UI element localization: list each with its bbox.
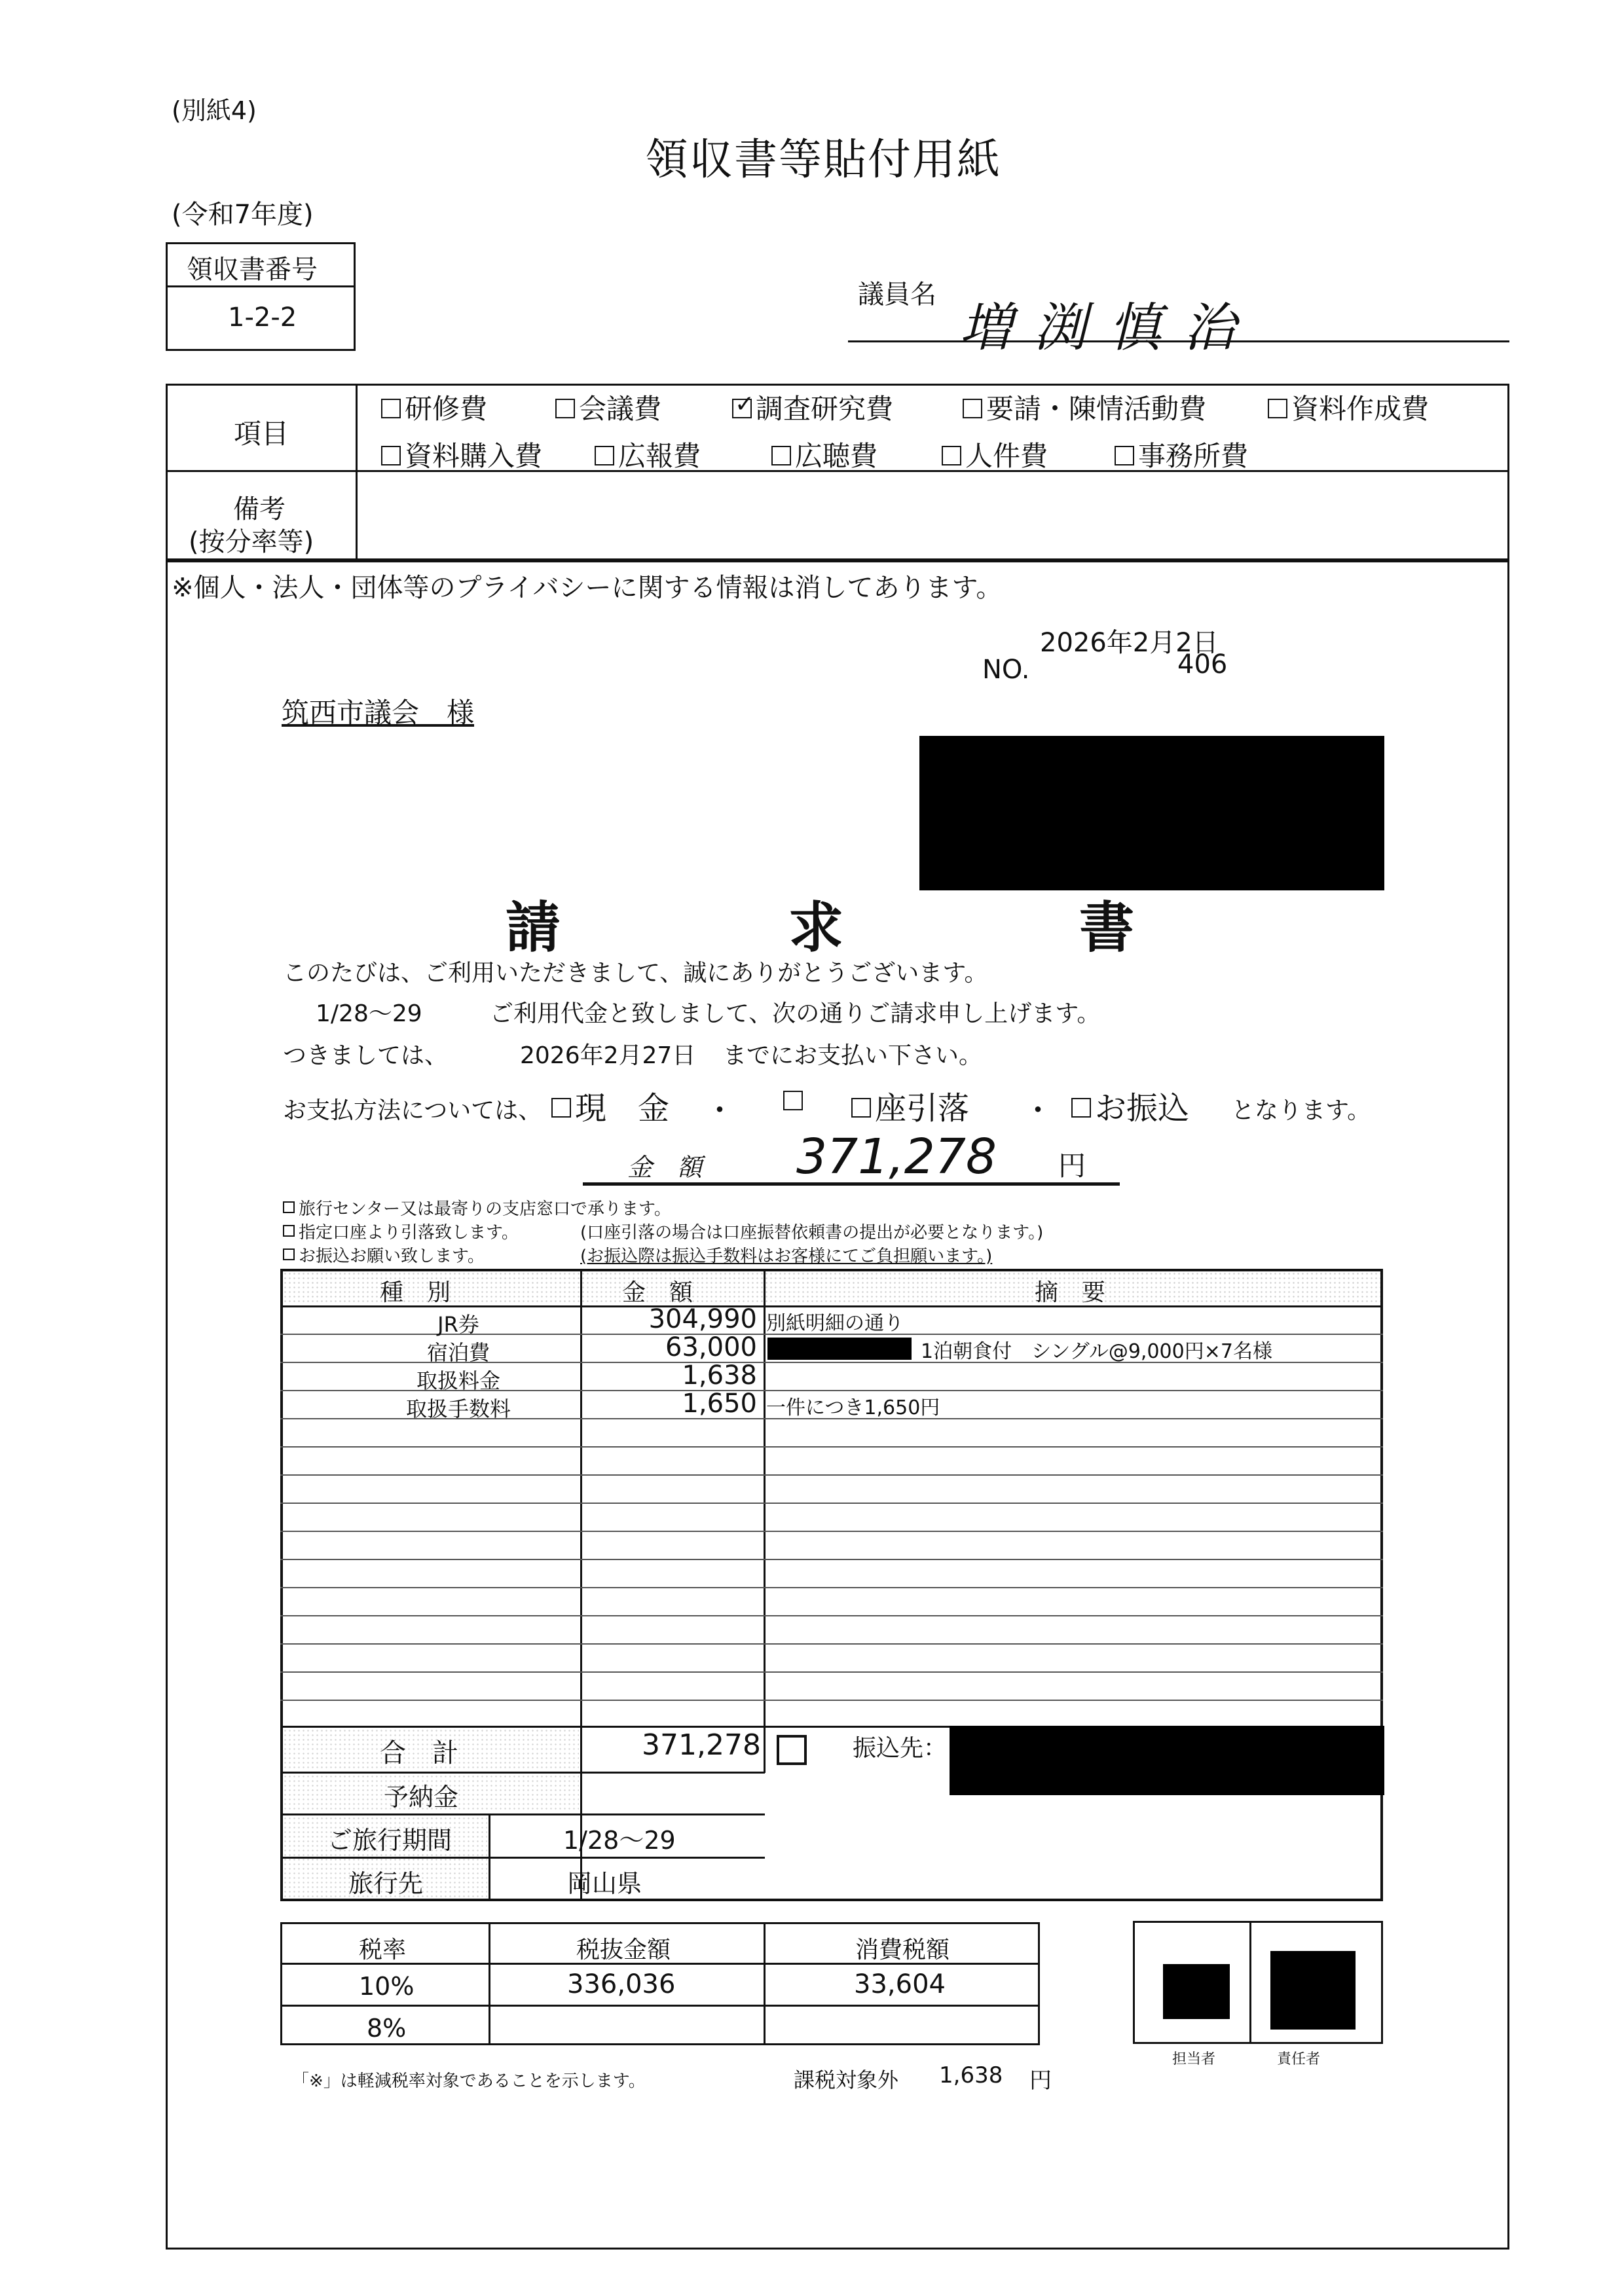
category-research-training[interactable]: 研修費 xyxy=(381,388,487,427)
row-amount: 304,990 xyxy=(648,1304,757,1334)
payment-transfer-option[interactable]: お振込 xyxy=(1071,1083,1189,1128)
travel-period: 1/28～29 xyxy=(563,1826,676,1855)
receipt-number: 1-2-2 xyxy=(228,302,297,333)
checkbox-icon[interactable] xyxy=(771,446,791,465)
remarks-label: 備考 xyxy=(233,494,286,524)
amount-label: 金 額 xyxy=(627,1153,703,1182)
checkbox-icon[interactable] xyxy=(963,399,982,418)
note-travel-center: 旅行センター又は最寄りの支店窓口で承ります。 xyxy=(283,1195,671,1220)
non-taxable-yen: 円 xyxy=(1029,2068,1052,2094)
redacted-hotel-name xyxy=(767,1338,912,1360)
row-type: 取扱手数料 xyxy=(405,1396,511,1421)
checkbox-icon[interactable] xyxy=(381,399,401,418)
checked-checkbox-icon[interactable] xyxy=(732,399,752,418)
payment-blank-option[interactable] xyxy=(783,1083,807,1120)
checkbox-icon[interactable] xyxy=(283,1201,295,1213)
row-type: 宿泊費 xyxy=(426,1340,490,1365)
form-title: 領収書等貼付用紙 xyxy=(645,134,1001,185)
checkbox-icon[interactable] xyxy=(595,446,614,465)
category-public-hearing[interactable]: 広聴費 xyxy=(771,435,877,474)
billing-line: ご利用代金と致しまして、次の通りご請求申し上げます。 xyxy=(490,1000,1101,1027)
total-amount: 371,278 xyxy=(642,1728,761,1762)
payment-debit-option[interactable]: 座引落 xyxy=(851,1083,969,1128)
checkbox-icon[interactable] xyxy=(942,446,961,465)
row-amount: 63,000 xyxy=(665,1332,757,1362)
payment-separator: ・ xyxy=(1023,1093,1053,1128)
staff-label: 担当者 xyxy=(1172,2051,1216,2068)
receipt-number-label: 領収書番号 xyxy=(187,255,318,285)
checkbox-icon[interactable] xyxy=(551,1098,571,1118)
category-petition[interactable]: 要請・陳情活動費 xyxy=(963,388,1206,427)
note-debit-extra: (口座引落の場合は口座振替依頼書の提出が必要となります。) xyxy=(580,1223,1044,1243)
checkbox-icon[interactable] xyxy=(381,446,401,465)
invoice-date: 2026年2月2日 xyxy=(1040,628,1219,658)
checkbox-icon[interactable] xyxy=(1268,399,1287,418)
row-description: 1泊朝食付 シングル@9,000円×7名様 xyxy=(921,1340,1272,1363)
destination-label: 旅行先 xyxy=(348,1869,424,1898)
tax-amount-header: 消費税額 xyxy=(855,1937,950,1963)
checkbox-icon[interactable] xyxy=(283,1225,295,1237)
invoice-no-label: NO. xyxy=(982,655,1030,685)
payment-suffix: となります。 xyxy=(1231,1097,1371,1124)
row-description: 別紙明細の通り xyxy=(766,1312,904,1335)
attachment-label: (別紙4) xyxy=(172,96,257,125)
row-amount: 1,650 xyxy=(682,1389,757,1419)
category-document-creation[interactable]: 資料作成費 xyxy=(1268,388,1429,427)
transfer-label: 振込先： xyxy=(853,1735,948,1762)
note-transfer-extra: (お振込際は振込手数料はお客様にてご負担願います。) xyxy=(580,1247,993,1266)
tax-amount: 33,604 xyxy=(854,1969,946,1999)
reduced-rate-note: 「※」は軽減税率対象であることを示します。 xyxy=(292,2071,646,2091)
tax-net-amount: 336,036 xyxy=(567,1969,676,1999)
non-taxable-label: 課税対象外 xyxy=(794,2068,899,2092)
note-transfer: お振込お願い致します。 xyxy=(283,1243,485,1267)
due-date: 2026年2月27日 xyxy=(520,1042,696,1069)
category-meeting[interactable]: 会議費 xyxy=(555,388,661,427)
invoice-addressee: 筑西市議会 様 xyxy=(282,697,475,729)
member-name-signature: 増渕慎治 xyxy=(959,297,1258,358)
member-name-label: 議員名 xyxy=(858,280,936,310)
due-suffix: までにお支払い下さい。 xyxy=(723,1042,983,1069)
item-label: 項目 xyxy=(234,418,289,450)
payment-cash-option[interactable]: 現 金 xyxy=(551,1083,669,1128)
tax-net-header: 税抜金額 xyxy=(576,1937,671,1963)
invoice-title-char-2: 求 xyxy=(788,896,844,960)
header-description: 摘 要 xyxy=(1035,1279,1106,1306)
checkbox-icon[interactable] xyxy=(851,1098,871,1118)
usage-period: 1/28～29 xyxy=(316,1000,422,1027)
destination: 岡山県 xyxy=(567,1869,642,1898)
row-type: JR券 xyxy=(437,1312,479,1337)
payment-method-prefix: お支払方法については、 xyxy=(283,1097,542,1124)
invoice-amount: 371,278 xyxy=(796,1129,997,1185)
redacted-manager-seal xyxy=(1270,1951,1356,2030)
manager-label: 責任者 xyxy=(1277,2051,1321,2068)
payment-separator: ・ xyxy=(705,1093,735,1128)
transfer-checkbox-icon[interactable] xyxy=(777,1735,807,1765)
travel-period-label: ご旅行期間 xyxy=(327,1826,452,1855)
privacy-note: ※個人・法人・団体等のプライバシーに関する情報は消してあります。 xyxy=(172,573,1003,603)
deposit-label: 予納金 xyxy=(384,1783,459,1812)
invoice-title-char-1: 請 xyxy=(506,896,561,960)
due-prefix: つきましては、 xyxy=(283,1042,449,1069)
tax-rate: 8% xyxy=(367,2014,407,2043)
checkbox-icon[interactable] xyxy=(283,1248,295,1260)
category-document-purchase[interactable]: 資料購入費 xyxy=(381,435,542,474)
redacted-bank-account xyxy=(950,1726,1384,1795)
category-public-relations[interactable]: 広報費 xyxy=(595,435,701,474)
category-personnel[interactable]: 人件費 xyxy=(942,435,1048,474)
row-description: 一件につき1,650円 xyxy=(766,1396,940,1419)
row-type: 取扱料金 xyxy=(416,1368,500,1393)
invoice-title-char-3: 書 xyxy=(1079,896,1135,960)
category-research-survey[interactable]: ✓ 調査研究費 xyxy=(732,388,893,427)
tax-rate-header: 税率 xyxy=(359,1937,407,1963)
redacted-issuer-block xyxy=(919,736,1384,890)
tax-rate: 10% xyxy=(359,1972,415,2001)
header-amount: 金 額 xyxy=(622,1279,693,1306)
checkbox-icon[interactable] xyxy=(1115,446,1134,465)
header-type: 種 別 xyxy=(380,1279,451,1306)
amount-yen: 円 xyxy=(1058,1150,1086,1182)
non-taxable-amount: 1,638 xyxy=(939,2062,1003,2088)
checkbox-icon[interactable] xyxy=(555,399,575,418)
checkbox-icon[interactable] xyxy=(1071,1098,1091,1118)
note-debit: 指定口座より引落致します。 xyxy=(283,1219,519,1243)
remarks-label-sub: (按分率等) xyxy=(189,527,314,557)
fiscal-year: (令和7年度) xyxy=(172,200,314,230)
redacted-staff-seal xyxy=(1163,1964,1230,2019)
total-label: 合 計 xyxy=(380,1738,458,1768)
row-amount: 1,638 xyxy=(682,1360,757,1391)
checkbox-icon[interactable] xyxy=(783,1091,803,1110)
greeting-line: このたびは、ご利用いただきまして、誠にありがとうございます。 xyxy=(283,960,988,987)
category-office[interactable]: 事務所費 xyxy=(1115,435,1248,474)
invoice-number: 406 xyxy=(1177,649,1228,680)
